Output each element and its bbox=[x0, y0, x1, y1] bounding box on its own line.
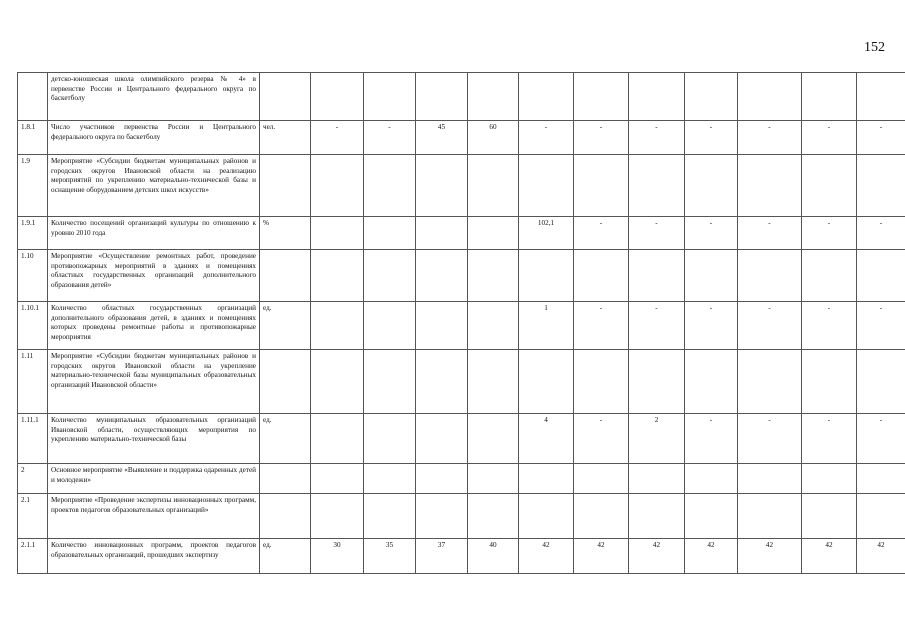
row-value: - bbox=[802, 121, 857, 155]
row-value bbox=[685, 494, 738, 539]
row-value bbox=[629, 350, 685, 414]
row-value bbox=[857, 250, 905, 302]
row-value bbox=[738, 350, 802, 414]
row-description: Мероприятие «Субсидии бюджетам муниципальных районов и городских округов Ивановской области на укрепление материально-технической базы муниципальных образовательных организаций Ивановской области» bbox=[48, 350, 260, 414]
row-value bbox=[416, 464, 468, 494]
row-value bbox=[685, 250, 738, 302]
row-description: Количество инновационных программ, проектов педагогов образовательных организаций, прошедших экспертизу bbox=[48, 539, 260, 574]
row-value bbox=[519, 155, 574, 217]
row-value bbox=[857, 73, 905, 121]
row-number: 1.9 bbox=[18, 155, 48, 217]
row-value bbox=[364, 302, 416, 350]
row-value bbox=[629, 250, 685, 302]
row-value: - bbox=[629, 121, 685, 155]
row-unit: % bbox=[260, 217, 311, 250]
row-number: 1.9.1 bbox=[18, 217, 48, 250]
row-value bbox=[416, 73, 468, 121]
row-value bbox=[802, 73, 857, 121]
table-row bbox=[18, 250, 905, 302]
row-value bbox=[468, 250, 519, 302]
row-value: 42 bbox=[857, 539, 905, 574]
row-value bbox=[468, 217, 519, 250]
row-value bbox=[416, 250, 468, 302]
row-value bbox=[468, 155, 519, 217]
row-value: 30 bbox=[311, 539, 364, 574]
row-description: Количество посещений организаций культуры по отношению к уровню 2010 года bbox=[48, 217, 260, 250]
row-value: - bbox=[857, 302, 905, 350]
row-value: 42 bbox=[738, 539, 802, 574]
row-unit bbox=[260, 250, 311, 302]
row-value bbox=[311, 155, 364, 217]
row-description: детско-юношеская школа олимпийского резерва № 4» в первенстве России и Центрального федерального округа по баскетболу bbox=[48, 73, 260, 121]
row-value bbox=[364, 464, 416, 494]
row-value: 42 bbox=[802, 539, 857, 574]
row-value: 42 bbox=[629, 539, 685, 574]
row-value bbox=[468, 302, 519, 350]
row-value: - bbox=[685, 121, 738, 155]
row-value bbox=[519, 350, 574, 414]
row-number: 1.8.1 bbox=[18, 121, 48, 155]
row-value bbox=[364, 350, 416, 414]
row-value: - bbox=[738, 121, 802, 155]
row-value bbox=[574, 350, 629, 414]
row-value bbox=[857, 350, 905, 414]
row-value bbox=[416, 302, 468, 350]
row-value: - bbox=[685, 414, 738, 464]
row-value bbox=[519, 464, 574, 494]
row-description: Мероприятие «Осуществление ремонтных работ, проведение противопожарных мероприятий в зданиях и помещениях областных государственных организаций дополнительного образования детей» bbox=[48, 250, 260, 302]
row-value bbox=[468, 464, 519, 494]
row-value: - bbox=[519, 121, 574, 155]
row-value bbox=[311, 250, 364, 302]
row-value bbox=[802, 250, 857, 302]
table-row bbox=[18, 414, 905, 464]
row-value bbox=[629, 494, 685, 539]
row-value bbox=[738, 464, 802, 494]
table-row bbox=[18, 494, 905, 539]
row-value: 1 bbox=[519, 302, 574, 350]
row-value bbox=[311, 414, 364, 464]
row-value bbox=[574, 155, 629, 217]
row-value: 2 bbox=[629, 414, 685, 464]
row-value: - bbox=[802, 414, 857, 464]
row-value bbox=[468, 73, 519, 121]
row-value: - bbox=[738, 302, 802, 350]
row-value: - bbox=[685, 217, 738, 250]
row-value: - bbox=[311, 121, 364, 155]
row-value: - bbox=[738, 217, 802, 250]
row-value bbox=[802, 464, 857, 494]
row-value bbox=[738, 250, 802, 302]
row-value bbox=[738, 155, 802, 217]
row-description: Количество муниципальных образовательных организаций Ивановской области, осуществляющих мероприятия по укреплению материально-технической базы bbox=[48, 414, 260, 464]
row-number: 2 bbox=[18, 464, 48, 494]
table-row bbox=[18, 73, 905, 121]
row-value: - bbox=[857, 217, 905, 250]
row-value bbox=[685, 350, 738, 414]
row-number: 1.11 bbox=[18, 350, 48, 414]
row-value bbox=[857, 464, 905, 494]
row-value bbox=[364, 494, 416, 539]
row-value bbox=[364, 73, 416, 121]
row-value bbox=[857, 155, 905, 217]
row-value bbox=[574, 73, 629, 121]
row-value bbox=[857, 494, 905, 539]
row-value: 45 bbox=[416, 121, 468, 155]
row-value bbox=[311, 73, 364, 121]
row-number: 1.11.1 bbox=[18, 414, 48, 464]
row-value: - bbox=[364, 121, 416, 155]
row-value bbox=[311, 464, 364, 494]
row-unit bbox=[260, 464, 311, 494]
row-value bbox=[574, 250, 629, 302]
row-value: 42 bbox=[685, 539, 738, 574]
row-value bbox=[364, 414, 416, 464]
row-value bbox=[416, 217, 468, 250]
row-number: 2.1.1 bbox=[18, 539, 48, 574]
row-number: 2.1 bbox=[18, 494, 48, 539]
row-description: Мероприятие «Проведение экспертизы инновационных программ, проектов педагогов образовательных организаций» bbox=[48, 494, 260, 539]
row-value bbox=[468, 350, 519, 414]
table-row bbox=[18, 302, 905, 350]
row-unit: ед. bbox=[260, 539, 311, 574]
row-description: Мероприятие «Субсидии бюджетам муниципальных районов и городских округов Ивановской области на реализацию мероприятий по укреплению материально-технической базы и оснащение оборудованием детских школ искусств» bbox=[48, 155, 260, 217]
row-value: - bbox=[685, 302, 738, 350]
row-value: - bbox=[629, 217, 685, 250]
row-value: 42 bbox=[574, 539, 629, 574]
row-value bbox=[738, 494, 802, 539]
row-value bbox=[519, 250, 574, 302]
row-value bbox=[416, 414, 468, 464]
row-unit bbox=[260, 350, 311, 414]
row-value bbox=[416, 155, 468, 217]
table-row bbox=[18, 155, 905, 217]
row-value bbox=[311, 494, 364, 539]
row-value bbox=[311, 217, 364, 250]
row-value bbox=[311, 302, 364, 350]
row-value bbox=[802, 350, 857, 414]
row-value bbox=[416, 350, 468, 414]
row-unit: ед. bbox=[260, 302, 311, 350]
row-value bbox=[574, 464, 629, 494]
table-row bbox=[18, 464, 905, 494]
row-value bbox=[519, 73, 574, 121]
row-value: - bbox=[857, 414, 905, 464]
row-unit: ед. bbox=[260, 414, 311, 464]
row-value: 60 bbox=[468, 121, 519, 155]
row-value: - bbox=[574, 121, 629, 155]
row-value bbox=[685, 464, 738, 494]
row-value: - bbox=[574, 217, 629, 250]
row-value bbox=[685, 155, 738, 217]
row-number: 1.10.1 bbox=[18, 302, 48, 350]
row-value: - bbox=[738, 414, 802, 464]
row-value bbox=[364, 155, 416, 217]
row-value bbox=[685, 73, 738, 121]
row-number: 1.10 bbox=[18, 250, 48, 302]
row-value: - bbox=[574, 302, 629, 350]
row-value: 37 bbox=[416, 539, 468, 574]
row-description: Количество областных государственных организаций дополнительного образования детей, в зданиях и помещениях которых проведены ремонтные работы и противопожарные мероприятия bbox=[48, 302, 260, 350]
table-row bbox=[18, 121, 905, 155]
table-row bbox=[18, 350, 905, 414]
row-value bbox=[468, 414, 519, 464]
row-value: 4 bbox=[519, 414, 574, 464]
row-value: - bbox=[629, 302, 685, 350]
row-value bbox=[416, 494, 468, 539]
row-value bbox=[629, 73, 685, 121]
row-value bbox=[574, 494, 629, 539]
row-value bbox=[311, 350, 364, 414]
row-unit bbox=[260, 494, 311, 539]
row-value: - bbox=[574, 414, 629, 464]
row-description: Число участников первенства России и Центрального федерального округа по баскетболу bbox=[48, 121, 260, 155]
row-value: - bbox=[857, 121, 905, 155]
row-unit bbox=[260, 155, 311, 217]
table-row bbox=[18, 217, 905, 250]
row-value bbox=[364, 217, 416, 250]
row-value: 40 bbox=[468, 539, 519, 574]
row-value bbox=[519, 494, 574, 539]
row-value bbox=[468, 494, 519, 539]
row-value bbox=[802, 155, 857, 217]
row-unit: чел. bbox=[260, 121, 311, 155]
row-value bbox=[364, 250, 416, 302]
row-value bbox=[802, 494, 857, 539]
row-description: Основное мероприятие «Выявление и поддержка одаренных детей и молодежи» bbox=[48, 464, 260, 494]
page-number: 152 bbox=[864, 40, 885, 55]
row-value bbox=[738, 73, 802, 121]
row-unit bbox=[260, 73, 311, 121]
row-value: 35 bbox=[364, 539, 416, 574]
row-value: 102,1 bbox=[519, 217, 574, 250]
table-row bbox=[18, 539, 905, 574]
row-value: - bbox=[802, 217, 857, 250]
indicators-table bbox=[17, 72, 905, 574]
row-value bbox=[629, 155, 685, 217]
row-value bbox=[629, 464, 685, 494]
row-value: - bbox=[802, 302, 857, 350]
row-value: 42 bbox=[519, 539, 574, 574]
row-number bbox=[18, 73, 48, 121]
